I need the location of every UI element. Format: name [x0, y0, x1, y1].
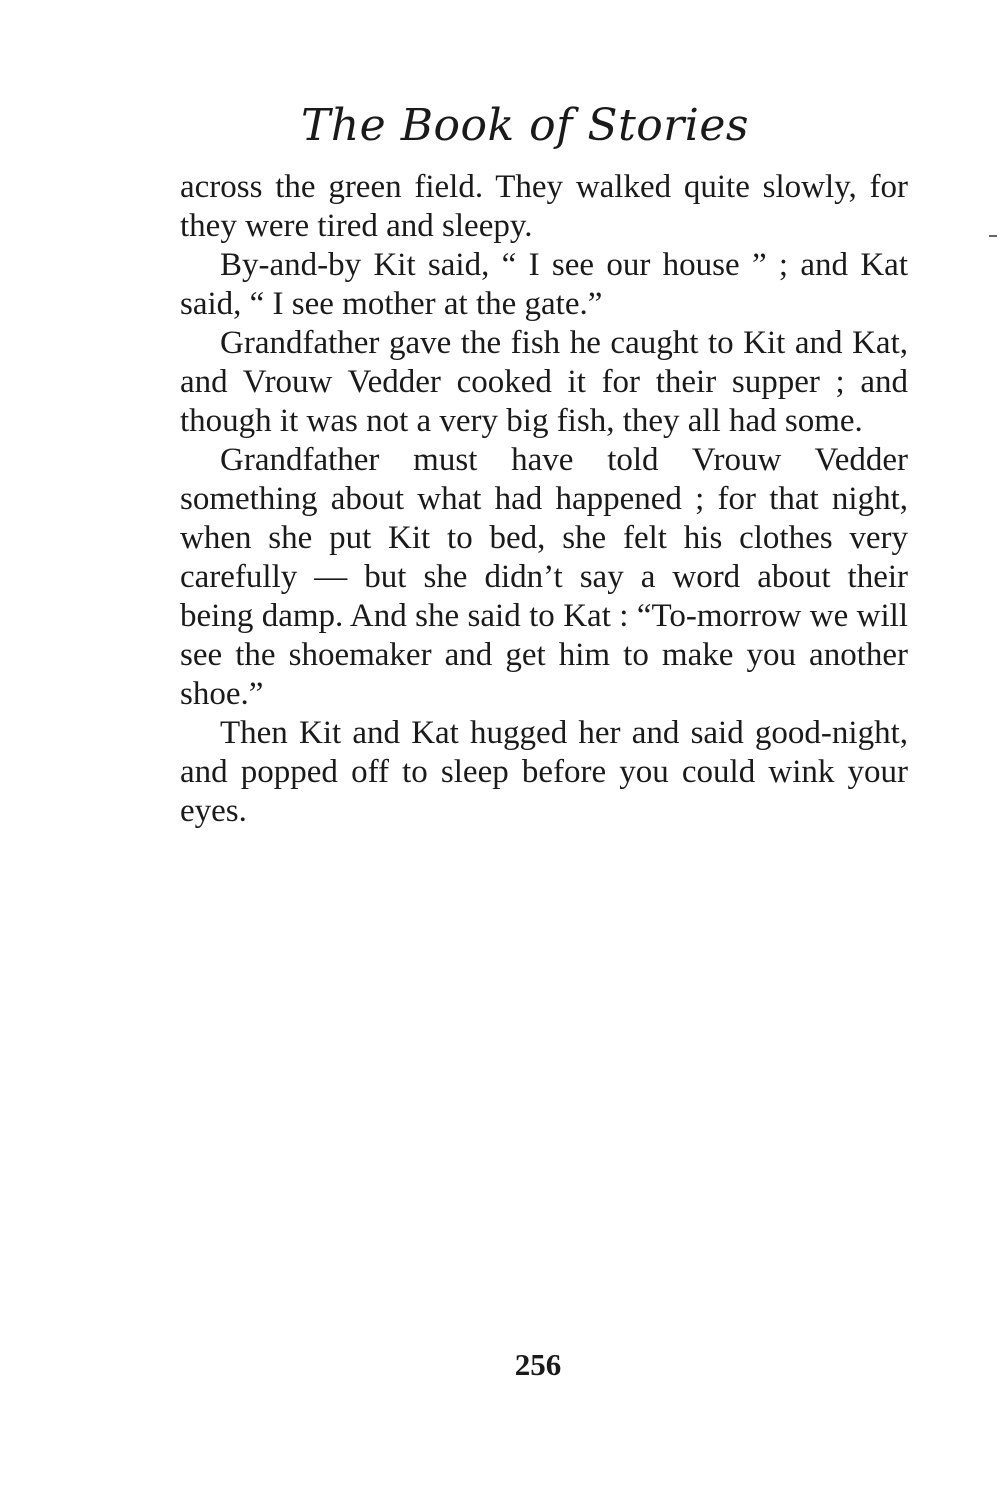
paragraph-bedtime: Grandfather must have told Vrouw Vedder something about what had happened ; for that night, when she put Kit to bed, she felt his clothes very carefully — but she didn’t say a word about their being damp. And she said to Kat : “To-morrow we will see the shoemaker and get him to make you another shoe.” [180, 442, 908, 712]
paragraph-house: By-and-by Kit said, “ I see our house ” ; and Kat said, “ I see mother at the gate.” [180, 247, 908, 322]
paragraph-supper: Grandfather gave the fish he caught to Kit and Kat, and Vrouw Vedder cooked it for their supper ; and though it was not a very big fish, they all had some. [180, 325, 908, 439]
page-number: 256 [514, 1347, 562, 1382]
running-head: The Book of Stories [301, 100, 749, 151]
margin-mark [989, 235, 997, 237]
paragraph-goodnight: Then Kit and Kat hugged her and said good-night, and popped off to sleep before you could wink your eyes. [180, 715, 908, 829]
body-text [180, 168, 908, 831]
paragraph-continuation: across the green field. They walked quite slowly, for they were tired and sleepy. [180, 169, 908, 244]
